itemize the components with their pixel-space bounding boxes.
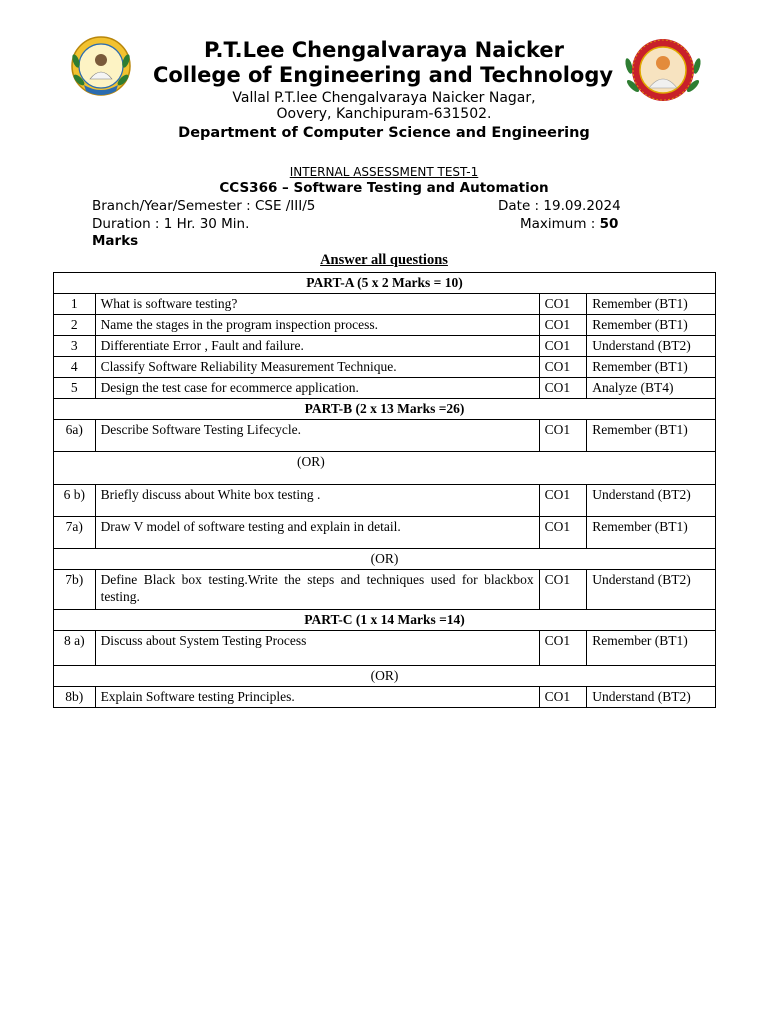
table-row	[54, 357, 716, 378]
table-row	[54, 336, 716, 357]
question-number: 2	[54, 315, 96, 336]
address-line2: Oovery, Kanchipuram-631502.	[276, 106, 492, 122]
blooms-level: Understand (BT2)	[587, 687, 716, 708]
blooms-level: Analyze (BT4)	[587, 378, 716, 399]
question-text: What is software testing?	[95, 294, 539, 315]
course-outcome: CO1	[539, 378, 587, 399]
blooms-level: Understand (BT2)	[587, 570, 716, 610]
college-name-line1: P.T.Lee Chengalvaraya Naicker	[203, 38, 565, 62]
table-row	[54, 378, 716, 399]
address-line1: Vallal P.T.lee Chengalvaraya Naicker Nagar,	[232, 90, 536, 106]
department-name: Department of Computer Science and Engineering	[178, 125, 590, 141]
question-number: 1	[54, 294, 96, 315]
instructions: Answer all questions	[320, 252, 448, 268]
question-text: Describe Software Testing Lifecycle.	[95, 420, 539, 452]
maximum-marks	[520, 216, 618, 232]
or-separator: (OR)	[54, 666, 716, 687]
table-row	[54, 631, 716, 666]
test-title: INTERNAL ASSESSMENT TEST-1	[289, 165, 479, 179]
question-number: 8b)	[54, 687, 96, 708]
blooms-level: Remember (BT1)	[587, 631, 716, 666]
blooms-level: Remember (BT1)	[587, 517, 716, 549]
branch-year-semester: Branch/Year/Semester : CSE /III/5	[92, 198, 316, 214]
course-outcome: CO1	[539, 631, 587, 666]
or-separator: (OR)	[54, 452, 716, 485]
maximum-value: 50	[599, 216, 619, 232]
question-text: Briefly discuss about White box testing .	[95, 485, 539, 517]
maximum-label: Maximum :	[520, 216, 600, 232]
question-text: Explain Software testing Principles.	[95, 687, 539, 708]
blooms-level: Understand (BT2)	[587, 485, 716, 517]
question-number: 3	[54, 336, 96, 357]
course-outcome: CO1	[539, 420, 587, 452]
course-outcome: CO1	[539, 485, 587, 517]
question-text: Discuss about System Testing Process	[95, 631, 539, 666]
college-name-line2: College of Engineering and Technology	[152, 63, 614, 87]
question-number: 6a)	[54, 420, 96, 452]
marks-label: Marks	[92, 233, 139, 249]
part-c-title: PART-C (1 x 14 Marks =14)	[54, 610, 716, 631]
part-b-title: PART-B (2 x 13 Marks =26)	[54, 399, 716, 420]
blooms-level: Remember (BT1)	[587, 294, 716, 315]
exam-date: Date : 19.09.2024	[498, 198, 621, 214]
exam-duration: Duration : 1 Hr. 30 Min.	[92, 216, 250, 232]
table-row	[54, 485, 716, 517]
course-outcome: CO1	[539, 570, 587, 610]
question-text: Draw V model of software testing and explain in detail.	[95, 517, 539, 549]
or-separator: (OR)	[54, 549, 716, 570]
question-text: Name the stages in the program inspection process.	[95, 315, 539, 336]
part-a-title: PART-A (5 x 2 Marks = 10)	[54, 273, 716, 294]
table-row	[54, 687, 716, 708]
course-outcome: CO1	[539, 517, 587, 549]
course-title: CCS366 – Software Testing and Automation	[219, 180, 549, 196]
question-number: 8 a)	[54, 631, 96, 666]
blooms-level: Remember (BT1)	[587, 420, 716, 452]
table-row	[54, 517, 716, 549]
question-text: Design the test case for ecommerce application.	[95, 378, 539, 399]
table-row	[54, 294, 716, 315]
blooms-level: Understand (BT2)	[587, 336, 716, 357]
course-outcome: CO1	[539, 294, 587, 315]
question-table	[53, 272, 716, 708]
question-text: Classify Software Reliability Measurement Technique.	[95, 357, 539, 378]
table-row	[54, 420, 716, 452]
question-text: Define Black box testing.Write the steps and techniques used for blackbox testing.	[95, 570, 539, 610]
course-outcome: CO1	[539, 357, 587, 378]
question-number: 5	[54, 378, 96, 399]
question-number: 4	[54, 357, 96, 378]
table-row	[54, 315, 716, 336]
course-outcome: CO1	[539, 315, 587, 336]
question-number: 6 b)	[54, 485, 96, 517]
blooms-level: Remember (BT1)	[587, 315, 716, 336]
question-number: 7b)	[54, 570, 96, 610]
question-text: Differentiate Error , Fault and failure.	[95, 336, 539, 357]
question-number: 7a)	[54, 517, 96, 549]
course-outcome: CO1	[539, 687, 587, 708]
course-outcome: CO1	[539, 336, 587, 357]
blooms-level: Remember (BT1)	[587, 357, 716, 378]
table-row	[54, 570, 716, 610]
